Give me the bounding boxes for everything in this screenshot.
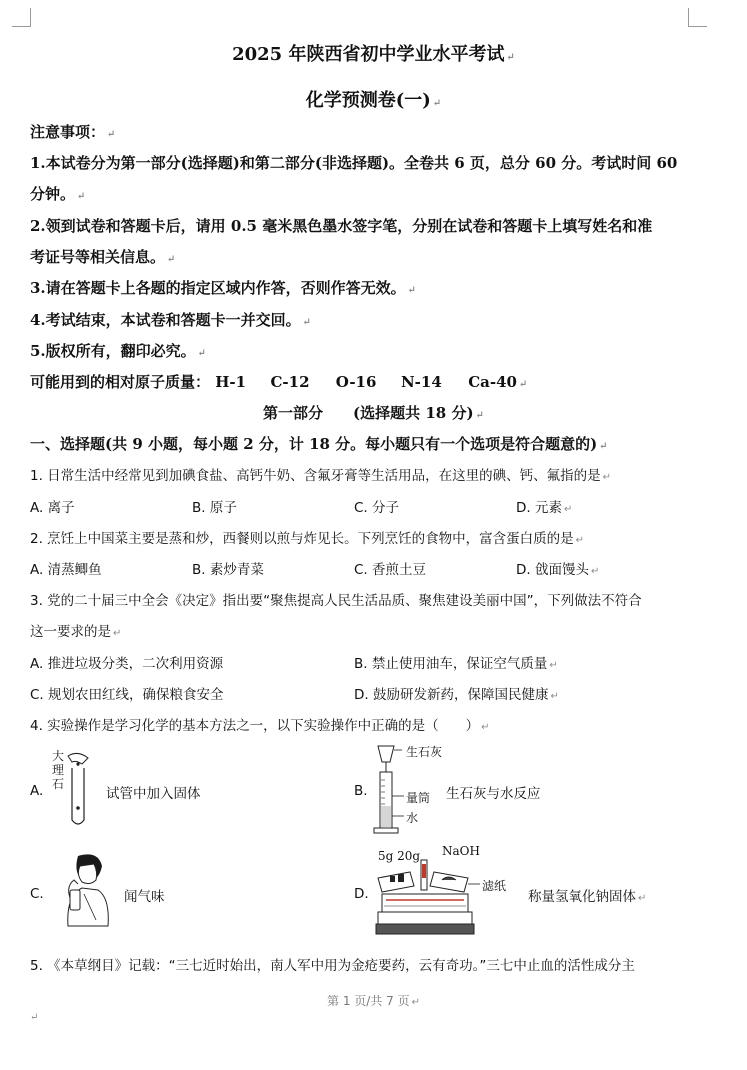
- quicklime-label: 生石灰: [406, 745, 443, 759]
- atomic-mass-c: C-12: [270, 373, 310, 391]
- question-4-option-a-caption: 试管中加入固体: [106, 786, 201, 802]
- question-3-option-c: C. 规划农田红线，确保粮食安全: [30, 687, 224, 703]
- section-title: 第一部分 (选择题共 18 分) ↵: [263, 404, 484, 422]
- marble-label-char: 石: [52, 777, 65, 791]
- question-2-option-b: B. 素炒青菜: [192, 562, 264, 578]
- question-4-option-a-letter: A.: [30, 783, 44, 799]
- atomic-mass-label: 可能用到的相对原子质量：: [30, 373, 211, 391]
- cylinder-label: 量筒: [406, 791, 431, 805]
- question-3-option-b: B. 禁止使用油车，保证空气质量 ↵: [354, 656, 558, 672]
- question-3-option-a: A. 推进垃圾分类，二次利用资源: [30, 656, 224, 672]
- question-4-option-c-caption: 闻气味: [124, 889, 165, 905]
- note-item: 考证号等相关信息。 ↵: [30, 248, 176, 266]
- note-item: 3.请在答题卡上各题的指定区域内作答，否则作答无效。 ↵: [30, 279, 417, 297]
- water-label: 水: [406, 811, 419, 825]
- question-4-option-b-letter: B.: [354, 783, 368, 799]
- question-2-stem: 2. 烹饪上中国菜主要是蒸和炒，西餐则以煎与炸见长。下列烹饪的食物中，富含蛋白质的是 ↵: [30, 531, 585, 547]
- section-instruction: 一、选择题(共 9 小题，每小题 2 分，计 18 分。每小题只有一个选项是符合题意的) ↵: [30, 435, 608, 453]
- question-1-option-c: C. 分子: [354, 500, 400, 516]
- note-item: 2.领到试卷和答题卡后，请用 0.5 毫米黑色墨水签字笔，分别在试卷和答题卡上填写姓名和准: [30, 217, 653, 235]
- question-3-option-d: D. 鼓励研发新药，保障国民健康 ↵: [354, 687, 559, 703]
- question-4-option-b-caption: 生石灰与水反应: [446, 786, 541, 802]
- question-1-option-d: D. 元素 ↵: [516, 500, 573, 516]
- naoh-label: NaOH: [442, 844, 480, 858]
- smelling-figure: [48, 850, 120, 928]
- paragraph-mark: ↵: [30, 1012, 39, 1023]
- marble-label-char: 大: [52, 749, 65, 763]
- exam-subtitle: 化学预测卷(一) ↵: [305, 90, 442, 111]
- notes-heading: 注意事项： ↵: [30, 123, 116, 141]
- note-item: 分钟。 ↵: [30, 185, 86, 203]
- question-2-option-a: A. 清蒸鲫鱼: [30, 562, 102, 578]
- question-1-option-a: A. 离子: [30, 500, 75, 516]
- question-2-option-d: D. 戗面馒头 ↵: [516, 562, 600, 578]
- note-item: 4.考试结束，本试卷和答题卡一并交回。 ↵: [30, 311, 312, 329]
- note-item: 5.版权所有，翻印必究。 ↵: [30, 342, 207, 360]
- question-4-option-d-caption: 称量氢氧化钠固体 ↵: [528, 889, 647, 905]
- atomic-mass-line: 可能用到的相对原子质量： H-1 C-12 O-16 N-14 Ca-40 ↵: [30, 373, 528, 391]
- atomic-mass-ca: Ca-40: [468, 373, 517, 391]
- weights-label: 5g 20g: [378, 849, 421, 863]
- atomic-mass-o: O-16: [335, 373, 377, 391]
- page-footer: 第 1 页/共 7 页 ↵: [327, 994, 420, 1008]
- question-1-stem: 1. 日常生活中经常见到加碘食盐、高钙牛奶、含氟牙膏等生活用品，在这里的碘、钙、氟指的是 ↵: [30, 468, 612, 484]
- question-1-option-b: B. 原子: [192, 500, 237, 516]
- question-3-stem: 3. 党的二十届三中全会《决定》指出要“聚焦提高人民生活品质、聚焦建设美丽中国”，下列做法不符合: [30, 593, 642, 609]
- atomic-mass-h: H-1: [215, 373, 247, 391]
- question-4-stem: 4. 实验操作是学习化学的基本方法之一，以下实验操作中正确的是（ ） ↵: [30, 718, 490, 734]
- question-4-option-d-letter: D.: [354, 886, 369, 902]
- filter-paper-label: 滤纸: [482, 879, 507, 893]
- test-tube-figure: [46, 748, 106, 828]
- question-5-stem: 5. 《本草纲目》记载：“三七近时始出，南人军中用为金疮要药，云有奇功。”三七中止血的活性成分主: [30, 958, 635, 974]
- question-4-option-c-letter: C.: [30, 886, 44, 902]
- note-item: 1.本试卷分为第一部分(选择题)和第二部分(非选择题)。全卷共 6 页，总分 60 分。考试时间 60: [30, 154, 678, 172]
- atomic-mass-n: N-14: [400, 373, 442, 391]
- exam-title: 2025 年陕西省初中学业水平考试 ↵: [232, 44, 515, 65]
- corner-mark-top-right: [688, 8, 707, 27]
- corner-mark-top-left: [12, 8, 31, 27]
- question-3-stem-continued: 这一要求的是 ↵: [30, 624, 122, 640]
- question-2-option-c: C. 香煎土豆: [354, 562, 427, 578]
- section-note: (选择题共 18 分): [353, 404, 474, 422]
- marble-label-char: 理: [52, 763, 65, 777]
